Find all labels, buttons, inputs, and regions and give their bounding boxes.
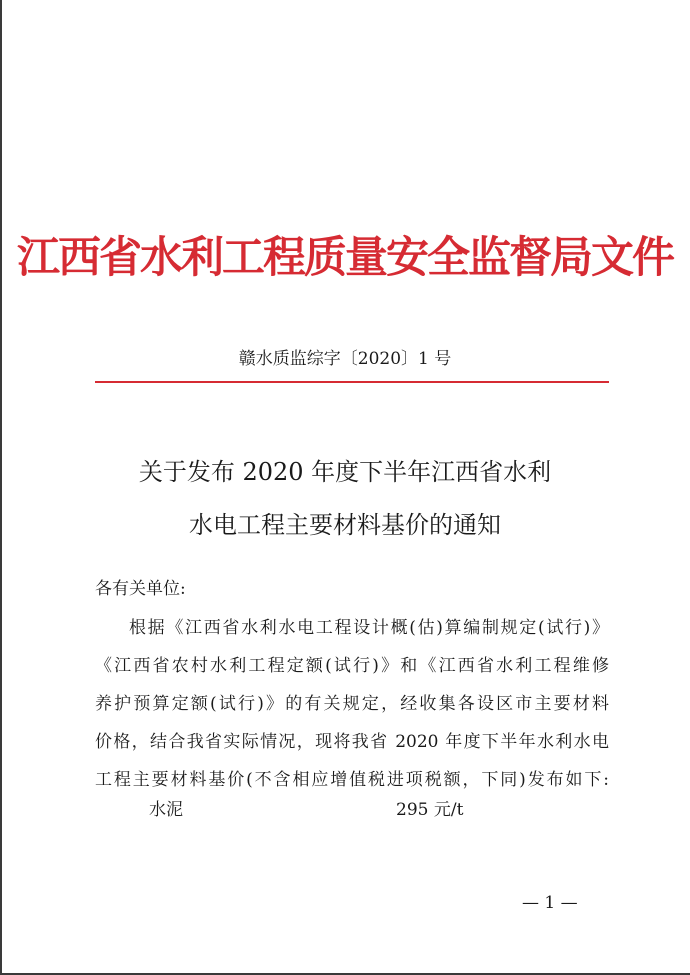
- document-header-title: 江西省水利工程质量安全监督局文件: [17, 233, 673, 283]
- body-text-line: 价格，结合我省实际情况，现将我省 2020 年度下半年水利水电: [95, 732, 609, 752]
- body-text-line: 根据《江西省水利水电工程设计概(估)算编制规定(试行)》: [129, 618, 609, 638]
- body-text-line: 工程主要材料基价(不含相应增值税进项税额，下同)发布如下:: [95, 770, 609, 790]
- red-divider-line: [95, 381, 609, 383]
- material-name: 水泥: [149, 800, 183, 820]
- notice-title-line-1: 关于发布 2020 年度下半年江西省水利: [138, 458, 552, 486]
- page-number: — 1 —: [522, 893, 578, 913]
- body-text-line: 养护预算定额(试行)》的有关规定，经收集各设区市主要材料: [95, 694, 609, 714]
- page-border-left: [0, 0, 2, 975]
- body-text-line: 《江西省农村水利工程定额(试行)》和《江西省水利工程维修: [95, 656, 609, 676]
- document-number: 赣水质监综字〔2020〕1 号: [238, 349, 452, 369]
- notice-title-line-2: 水电工程主要材料基价的通知: [189, 511, 501, 539]
- material-price: 295 元/t: [396, 800, 464, 820]
- salutation: 各有关单位:: [95, 579, 186, 599]
